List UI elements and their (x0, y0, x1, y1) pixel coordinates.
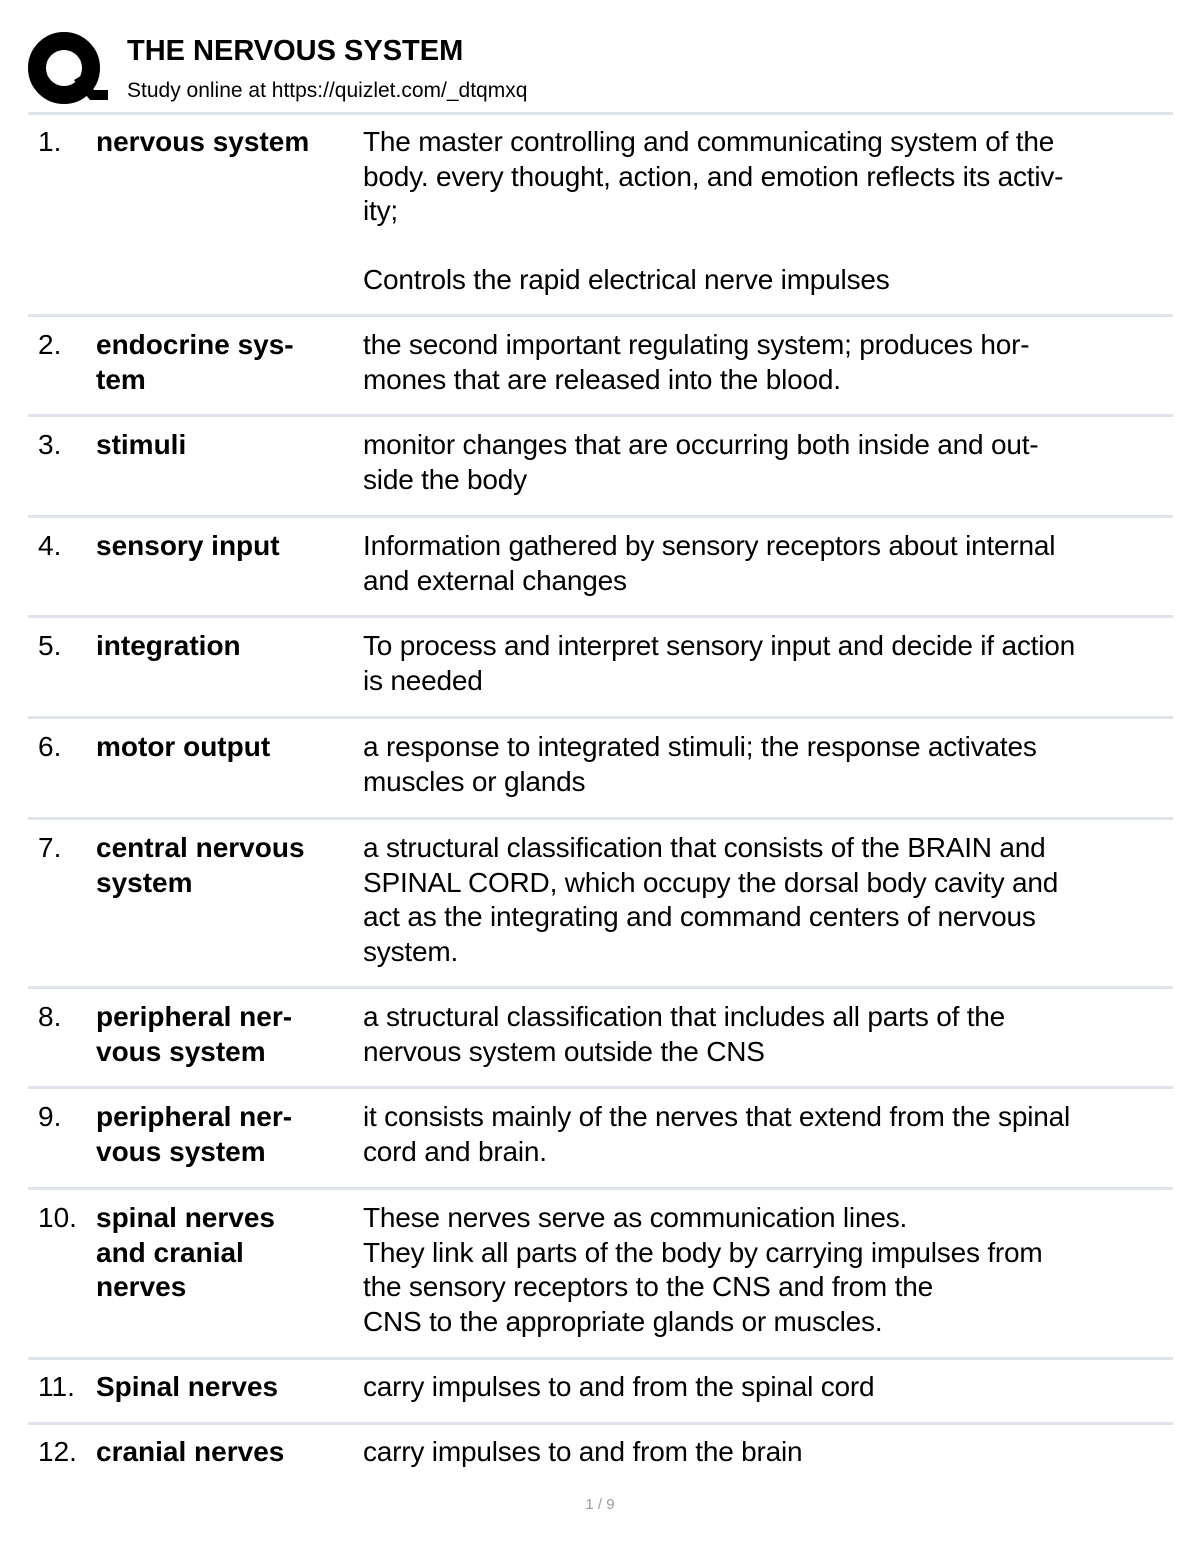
row-number: 5. (38, 630, 62, 661)
row-divider (28, 986, 1173, 989)
term: peripheral ner- vous system (96, 1101, 293, 1167)
term: endocrine sys- tem (96, 329, 294, 395)
row-number: 3. (38, 429, 62, 460)
row-number: 2. (38, 329, 62, 360)
row-divider (28, 1187, 1173, 1190)
row-divider (28, 1357, 1173, 1360)
row-divider (28, 716, 1173, 719)
term: nervous system (96, 126, 310, 157)
definition: Information gathered by sensory receptors about internal and external changes (363, 530, 1056, 596)
definition: it consists mainly of the nerves that extend from the spinal cord and brain. (363, 1101, 1071, 1167)
quizlet-logo-icon (28, 30, 108, 106)
definition: a structural classification that consists of the BRAIN and SPINAL CORD, which occupy the dorsal body cavity and act as the integrating and command centers of nervous system. (363, 832, 1059, 967)
term: motor output (96, 731, 271, 762)
row-number: 6. (38, 731, 62, 762)
row-number: 10. (38, 1202, 77, 1233)
row-number: 12. (38, 1436, 77, 1467)
row-number: 11. (38, 1371, 75, 1402)
row-divider (28, 314, 1173, 317)
definition: monitor changes that are occurring both inside and out- side the body (363, 429, 1039, 495)
row-number: 4. (38, 530, 62, 561)
row-divider (28, 817, 1173, 820)
definition: carry impulses to and from the brain (363, 1436, 803, 1467)
row-divider (28, 615, 1173, 618)
row-divider (28, 414, 1173, 417)
definition: To process and interpret sensory input and decide if action is needed (363, 630, 1075, 696)
term: peripheral ner- vous system (96, 1001, 293, 1067)
header-divider (28, 112, 1173, 115)
row-divider (28, 515, 1173, 518)
term: sensory input (96, 530, 280, 561)
row-divider (28, 1086, 1173, 1089)
page-indicator: 1 / 9 (585, 1496, 615, 1513)
definition: the second important regulating system; produces hor- mones that are released into the blood. (363, 329, 1030, 395)
row-number: 9. (38, 1101, 62, 1132)
row-number: 8. (38, 1001, 62, 1032)
term: spinal nerves and cranial nerves (96, 1202, 275, 1302)
term: integration (96, 630, 241, 661)
term: cranial nerves (96, 1436, 285, 1467)
definition: a response to integrated stimuli; the response activates muscles or glands (363, 731, 1037, 797)
definition: carry impulses to and from the spinal cord (363, 1371, 875, 1402)
row-number: 7. (38, 832, 62, 863)
definition: a structural classification that includes all parts of the nervous system outside the CNS (363, 1001, 1006, 1067)
page-title: THE NERVOUS SYSTEM (127, 35, 464, 67)
study-online-link[interactable]: Study online at https://quizlet.com/_dtqmxq (127, 79, 528, 102)
definition: These nerves serve as communication lines. They link all parts of the body by carrying impulses from the sensory receptors to the CNS and from the CNS to the appropriate glands or muscles. (363, 1202, 1043, 1337)
definition: The master controlling and communicating system of the body. every thought, action, and emotion reflects its activ- ity; Controls the rapid electrical nerve impulses (363, 126, 1064, 295)
term: Spinal nerves (96, 1371, 279, 1402)
term: central nervous system (96, 832, 305, 898)
row-number: 1. (38, 126, 62, 157)
row-divider (28, 1422, 1173, 1425)
term: stimuli (96, 429, 187, 460)
